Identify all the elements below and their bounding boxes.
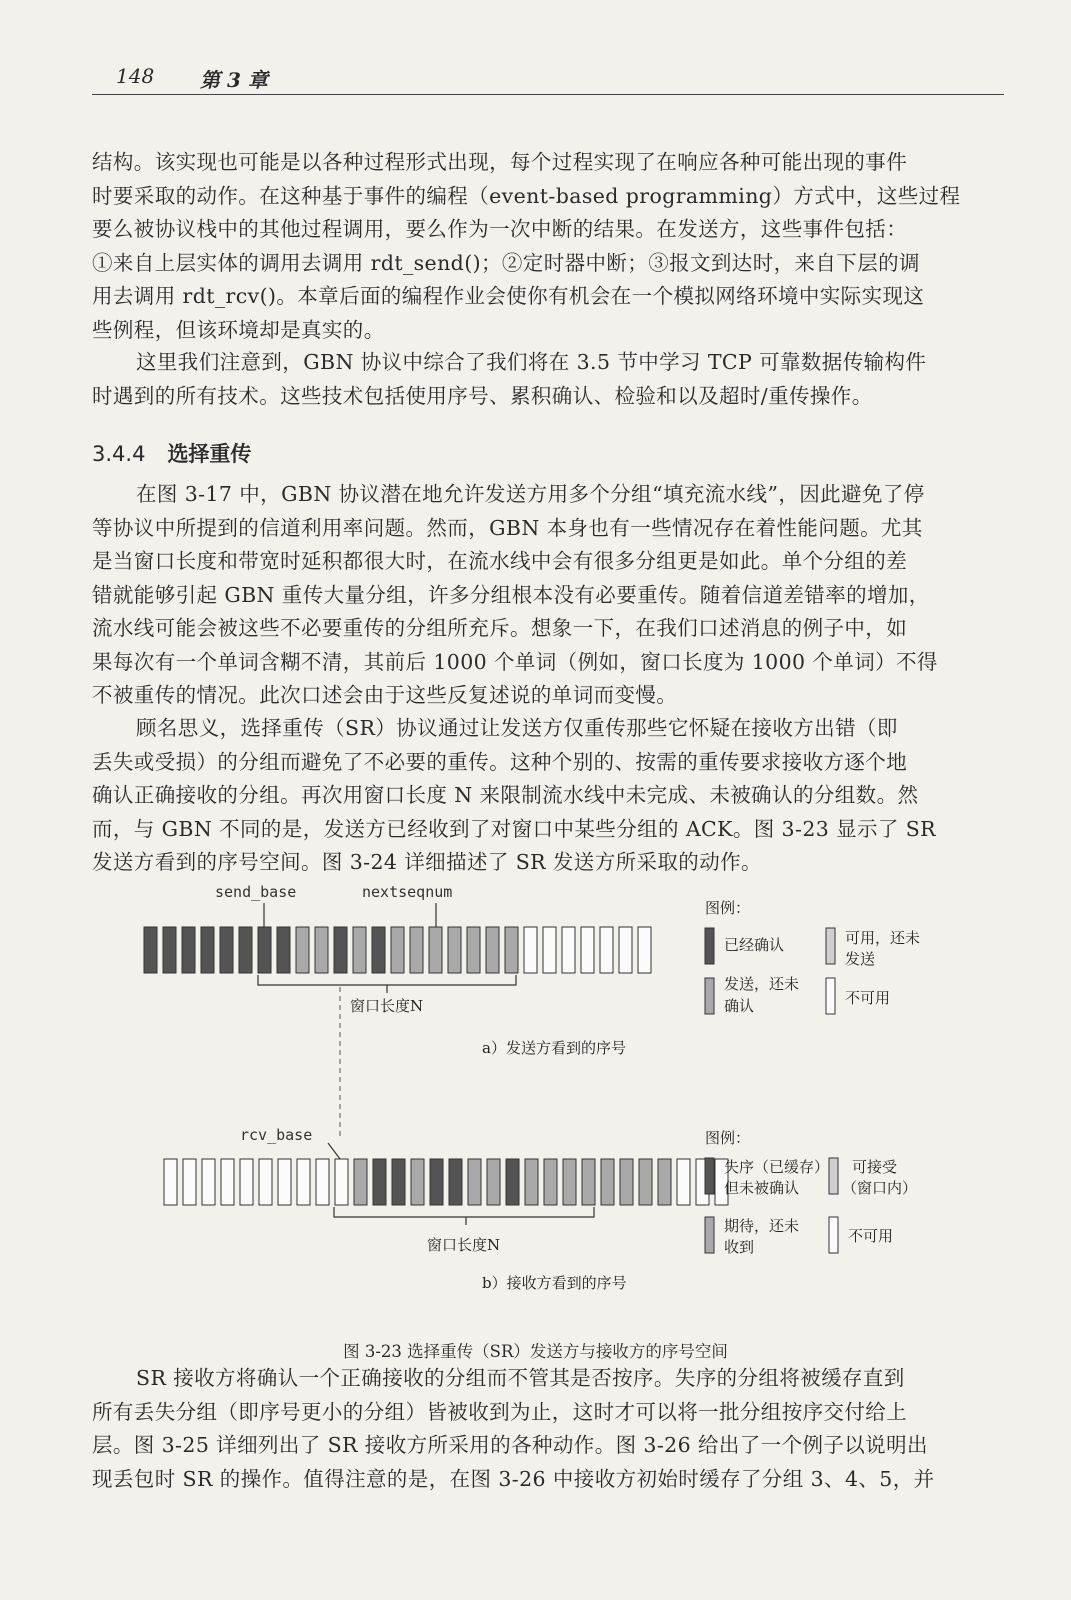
sequence-slot <box>448 927 461 973</box>
section-title: 选择重传 <box>167 442 252 466</box>
sequence-slot <box>239 927 252 973</box>
text-line: 确认正确接收的分组。再次用窗口长度 N 来限制流水线中未完成、未被确认的分组数。然 <box>92 783 919 807</box>
sequence-slot <box>335 1159 348 1205</box>
sequence-slot <box>524 927 537 973</box>
sequence-slot <box>563 1159 576 1205</box>
sequence-slot <box>581 927 594 973</box>
legend-swatch-sent <box>705 978 714 1014</box>
sequence-slot <box>316 1159 329 1205</box>
text-line: 丢失或受损）的分组而避免了不必要的重传。这种个别的、按需的重传要求接收方逐个地 <box>92 749 908 774</box>
text-line: 不被重传的情况。此次口述会由于这些反复述说的单词而变慢。 <box>92 683 678 707</box>
legend-buffered-line1: 失序（已缓存） <box>724 1158 830 1176</box>
sequence-slot <box>562 927 575 973</box>
sequence-slot <box>468 1159 481 1205</box>
text-line: 要么被协议栈中的其他过程调用，要么作为一次中断的结果。在发送方，这些事件包括： <box>92 217 908 241</box>
sequence-slot <box>525 1159 538 1205</box>
nextseqnum-label: nextseqnum <box>362 883 453 901</box>
text-line: 错就能够引起 GBN 重传大量分组，许多分组根本没有必要重传。随着信道差错率的增加， <box>92 582 930 607</box>
sequence-slot <box>297 1159 310 1205</box>
sequence-slot <box>164 1159 177 1205</box>
legend-buffered-line2: 但未被确认 <box>724 1179 800 1197</box>
sender-window-bracket <box>258 975 516 985</box>
sequence-slot <box>467 927 480 973</box>
sequence-slot <box>601 1159 614 1205</box>
sequence-slot <box>296 927 309 973</box>
legend-swatch-expected <box>705 1217 714 1253</box>
text-line: 时遇到的所有技术。这些技术包括使用序号、累积确认、检验和以及超时/重传操作。 <box>92 383 873 408</box>
sequence-slot <box>183 1159 196 1205</box>
receiver-window-label: 窗口长度N <box>427 1236 501 1254</box>
sequence-slot <box>638 927 651 973</box>
sequence-slot <box>221 1159 234 1205</box>
page-number: 148 <box>116 64 155 88</box>
text-line: 等协议中所提到的信道利用率问题。然而，GBN 本身也有一些情况存在着性能问题。尤其 <box>92 515 923 540</box>
text-line: 用去调用 rdt_rcv()。本章后面的编程作业会使你有机会在一个模拟网络环境中实际实现这 <box>92 284 925 308</box>
sequence-slot <box>353 927 366 973</box>
text-line: 结构。该实现也可能是以各种过程形式出现，每个过程实现了在响应各种可能出现的事件 <box>92 150 908 174</box>
rcv-base-pointer <box>328 1143 340 1159</box>
legend-usable-line1: 可用，还未 <box>845 929 921 947</box>
text-line: 而，与 GBN 不同的是，发送方已经收到了对窗口中某些分组的 ACK。图 3-23 显示了 SR <box>92 816 937 841</box>
sequence-slot <box>658 1159 671 1205</box>
legend-swatch-unusable <box>826 978 835 1014</box>
legend-unusable: 不可用 <box>845 989 891 1007</box>
text-line: 流水线可能会被这些不必要重传的分组所充斥。想象一下，在我们口述消息的例子中，如 <box>92 616 908 640</box>
sequence-slot <box>144 927 157 973</box>
sequence-slot <box>277 927 290 973</box>
legend-swatch-usable <box>826 928 835 964</box>
sequence-slot <box>430 1159 443 1205</box>
sequence-slot <box>391 927 404 973</box>
legend-expected-line1: 期待，还未 <box>724 1217 800 1235</box>
sequence-slot <box>163 927 176 973</box>
legend-acceptable-line2: （窗口内） <box>842 1179 918 1197</box>
section-heading <box>92 438 251 468</box>
sequence-slot <box>334 927 347 973</box>
receiver-sequence-row <box>164 1159 728 1205</box>
receiver-subcaption: b）接收方看到的序号 <box>482 1274 627 1292</box>
legend-acked: 已经确认 <box>724 936 785 954</box>
text-line: 发送方看到的序号空间。图 3-24 详细描述了 SR 发送方所采取的动作。 <box>92 850 762 874</box>
sequence-slot <box>373 1159 386 1205</box>
legend-sent-line1: 发送，还未 <box>724 975 800 993</box>
sequence-slot <box>182 927 195 973</box>
page-header <box>92 58 1004 95</box>
sequence-slot <box>677 1159 690 1205</box>
sequence-slot <box>354 1159 367 1205</box>
sequence-slot <box>620 1159 633 1205</box>
paragraph-1 <box>92 146 1004 347</box>
sequence-slot <box>240 1159 253 1205</box>
sequence-slot <box>410 927 423 973</box>
legend-receiver-unusable: 不可用 <box>848 1227 894 1245</box>
sequence-slot <box>600 927 613 973</box>
sequence-slot <box>429 927 442 973</box>
sequence-slot <box>486 927 499 973</box>
text-line: SR 接收方将确认一个正确接收的分组而不管其是否按序。失序的分组将被缓存直到 <box>136 1366 905 1390</box>
sender-sequence-row <box>144 927 651 973</box>
sequence-slot <box>639 1159 652 1205</box>
sequence-slot <box>411 1159 424 1205</box>
paragraph-4 <box>92 712 1004 880</box>
sequence-slot <box>544 1159 557 1205</box>
sequence-slot <box>201 927 214 973</box>
send-base-label: send_base <box>215 883 297 901</box>
text-line: 是当窗口长度和带宽时延积都很大时，在流水线中会有很多分组更是如此。单个分组的差 <box>92 549 908 573</box>
text-line: 层。图 3-25 详细列出了 SR 接收方所采用的各种动作。图 3-26 给出了一个例子以说明出 <box>92 1433 928 1457</box>
sequence-slot <box>202 1159 215 1205</box>
sender-window-label: 窗口长度N <box>350 997 424 1015</box>
legend-expected-line2: 收到 <box>724 1238 755 1256</box>
sequence-slot <box>582 1159 595 1205</box>
sequence-slot <box>505 927 518 973</box>
sequence-slot <box>449 1159 462 1205</box>
text-line: 所有丢失分组（即序号更小的分组）皆被收到为止，这时才可以将一批分组按序交付给上 <box>92 1399 908 1424</box>
text-line: 这里我们注意到，GBN 协议中综合了我们将在 3.5 节中学习 TCP 可靠数据传输构件 <box>136 350 927 374</box>
paragraph-5 <box>92 1362 1004 1496</box>
sequence-slot <box>315 927 328 973</box>
sequence-slot <box>278 1159 291 1205</box>
text-line: 些例程，但该环境却是真实的。 <box>92 317 385 342</box>
text-line: 在图 3-17 中，GBN 协议潜在地允许发送方用多个分组“填充流水线”，因此避免了停 <box>136 482 925 506</box>
text-line: 顾名思义，选择重传（SR）协议通过让发送方仅重传那些它怀疑在接收方出错（即 <box>136 716 898 740</box>
legend-sent-line2: 确认 <box>724 997 755 1015</box>
rcv-base-label: rcv_base <box>240 1126 313 1144</box>
sequence-slot <box>220 927 233 973</box>
text-line: ①来自上层实体的调用去调用 rdt_send()；②定时器中断；③报文到达时，来自下层的调 <box>92 250 920 275</box>
sequence-slot <box>372 927 385 973</box>
legend-acceptable-line1: 可接受 <box>852 1158 898 1176</box>
receiver-legend-title: 图例： <box>705 1129 751 1147</box>
sender-subcaption: a）发送方看到的序号 <box>482 1039 626 1057</box>
sequence-slot <box>506 1159 519 1205</box>
legend-usable-line2: 发送 <box>845 950 876 968</box>
text-line: 时要采取的动作。在这种基于事件的编程（event-based programming）方式中，这些过程 <box>92 183 961 208</box>
text-line: 现丢包时 SR 的操作。值得注意的是，在图 3-26 中接收方初始时缓存了分组 3、4、5，并 <box>92 1466 935 1491</box>
legend-swatch-buffered <box>705 1158 714 1194</box>
paragraph-3 <box>92 478 1004 713</box>
figure-caption: 图 3-23 选择重传（SR）发送方与接收方的序号空间 <box>343 1342 728 1361</box>
sequence-slot <box>543 927 556 973</box>
chapter-label: 第 3 章 <box>200 68 268 92</box>
sequence-slot <box>259 1159 272 1205</box>
legend-swatch-acceptable <box>829 1158 838 1194</box>
sender-legend-title: 图例： <box>705 899 751 917</box>
sequence-slot <box>258 927 271 973</box>
sequence-slot <box>392 1159 405 1205</box>
legend-swatch-receiver-unusable <box>829 1217 838 1253</box>
legend-swatch-acked <box>705 928 714 964</box>
sequence-slot <box>487 1159 500 1205</box>
paragraph-2 <box>92 346 1004 413</box>
text-line: 果每次有一个单词含糊不清，其前后 1000 个单词（例如，窗口长度为 1000 个单词）不得 <box>92 649 938 674</box>
sequence-slot <box>619 927 632 973</box>
sr-sequence-space-figure <box>0 875 1071 1330</box>
section-number: 3.4.4 <box>92 442 146 466</box>
receiver-window-bracket <box>334 1207 594 1217</box>
